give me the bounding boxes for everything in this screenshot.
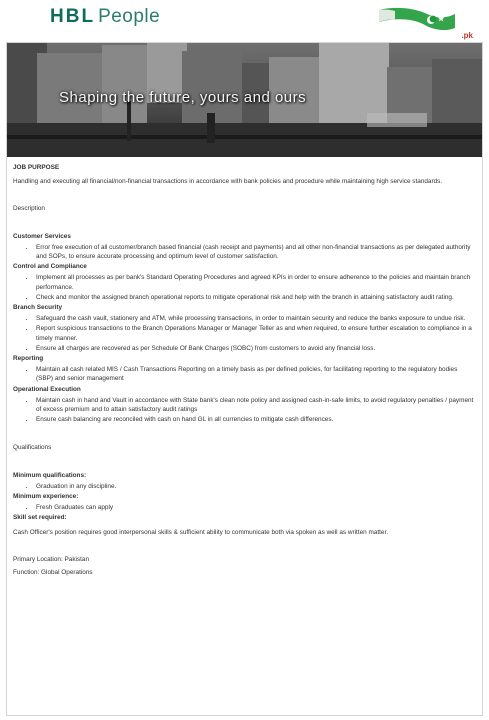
list-item: • Error free execution of all customer/branch based financial (cash receipt and payments) and all other non-financial transactions as per delegated authority and SOPs, to ensure accurate processing and optimum level of customer satisfaction. xyxy=(35,243,476,261)
list-item: • Safeguard the cash vault, stationery and ATM, while processing transactions, in order to maintain security and reduce the banks exposure to undue risk. xyxy=(35,314,476,323)
posting-frame xyxy=(6,42,483,716)
section-title: Customer Services xyxy=(13,232,71,240)
qualifications-heading: Qualifications xyxy=(13,444,52,452)
job-content xyxy=(7,157,482,577)
section-operational-execution xyxy=(13,385,476,425)
section-title: Control and Compliance xyxy=(13,263,87,271)
pk-suffix: .pk xyxy=(461,31,473,40)
list-item: • Report suspicious transactions to the Branch Operations Manager or Manager Teller as and when required, to ensure further escalation to compliance in a timely manner. xyxy=(35,324,476,342)
logo-people-text: People xyxy=(98,6,161,27)
skill-set-title: Skill set required: xyxy=(13,514,67,522)
minimum-qualifications-title: Minimum qualifications: xyxy=(13,471,87,479)
section-list xyxy=(13,365,476,383)
list-item: • Graduation in any discipline. xyxy=(35,482,476,491)
section-list xyxy=(13,396,476,425)
description-heading: Description xyxy=(13,205,45,213)
banner-tagline: Shaping the future, yours and ours xyxy=(59,89,307,106)
list-item: • Check and monitor the assigned branch operational reports to mitigate operational risk and help with the branch in attaining satisfactory audit rating. xyxy=(35,293,476,302)
section-branch-security xyxy=(13,303,476,353)
list-item: • Implement all processes as per bank's Standard Operating Procedures and agreed KPIs in order to ensure adherence to the policies and maintain branch performance. xyxy=(35,273,476,291)
list-item: • Ensure all charges are recovered as per Schedule Of Bank Charges (SOBC) from customers to avoid any financial loss. xyxy=(35,344,476,353)
primary-location: Primary Location: Pakistan xyxy=(13,555,90,563)
section-list xyxy=(13,314,476,353)
section-title: Branch Security xyxy=(13,304,63,312)
header xyxy=(0,0,489,42)
list-item: • Ensure cash balancing are reconciled with cash on hand GL in all currencies to mitigate cash differences. xyxy=(35,415,476,424)
section-title: Reporting xyxy=(13,355,44,363)
section-list xyxy=(13,243,476,261)
section-customer-services xyxy=(13,232,476,262)
list-item: • Maintain all cash related MIS / Cash Transactions Reporting on a timely basis as per defined policies, for facilitating reporting to the regulatory bodies (SBP) and senior management xyxy=(35,365,476,383)
skill-set-text: Cash Officer's position requires good interpersonal skills & sufficient ability to communicate both via spoken as well as written matter. xyxy=(13,528,389,536)
list-item: • Maintain cash in hand and Vault in accordance with State bank's clean note policy and assigned cash-in-safe limits, to avoid regulatory penalties / payment of excess premium and to attain satisfactory audit ratings xyxy=(35,396,476,414)
section-title: Operational Execution xyxy=(13,385,81,393)
minimum-experience-list xyxy=(13,503,476,512)
list-item: • Fresh Graduates can apply xyxy=(35,503,476,512)
section-reporting xyxy=(13,354,476,384)
minimum-experience-title: Minimum experience: xyxy=(13,493,79,501)
function-label: Function: Global Operations xyxy=(13,569,93,577)
banner-image xyxy=(7,43,482,157)
pakistan-flag-icon xyxy=(375,4,475,40)
section-list xyxy=(13,273,476,302)
hbl-people-logo xyxy=(50,6,160,28)
section-control-compliance xyxy=(13,262,476,302)
job-purpose-heading: JOB PURPOSE xyxy=(13,164,60,171)
logo-hbl-text: HBL xyxy=(50,6,96,27)
minimum-qualifications-list xyxy=(13,482,476,491)
job-purpose-text: Handling and executing all financial/non-financial transactions in accordance with bank policies and procedure while maintaining high service standards. xyxy=(13,178,443,186)
